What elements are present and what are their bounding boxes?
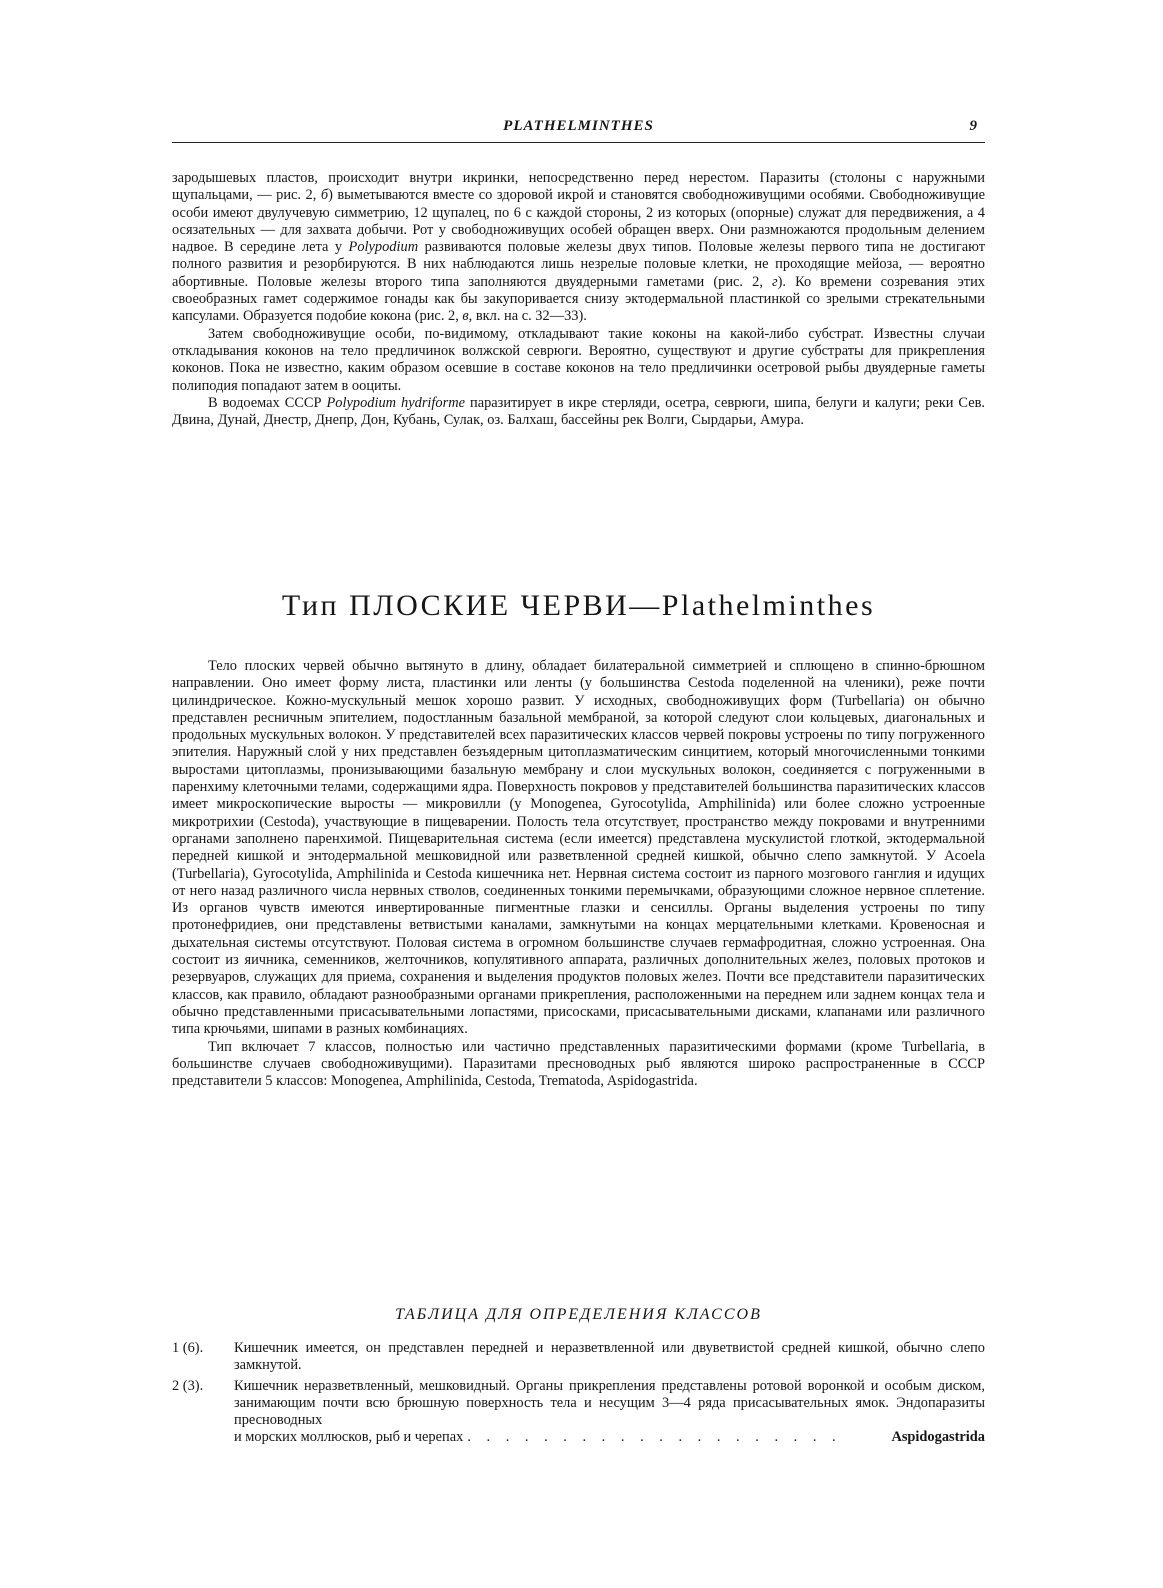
key-entry-text: Кишечник неразветвленный, мешковидный. Органы прикрепления представлены ротовой воронкой и особым диском, занимающим почти всю брюшную поверхность тела и несущим 3—4 ряда присасывательных ямок. Эндопаразиты пресноводных [234, 1377, 985, 1429]
text-run: ) выметываются вместе со здоровой икрой и становятся свободноживущими особями. Свободноживущие особи имеют двулучевую симметрию, 12 щупалец, по 6 с каждой стороны, 2 из которых (опорные) служат для передвижения, а 4 осязательных — для захвата добычи. Рот у свободноживущих особей обращен вверх. Они размножаются продольным делением надвое. В середине лета у [172, 187, 986, 256]
text-run: развиваются половые железы двух типов. Половые железы первого типа не достигают полного развития и резорбируются. В них наблюдаются лишь незрелые половые клетки, не проходящие мейоза, — вероятно абортивные. Половые железы второго типа заполняются двуядерными гаметами (рис. 2, [172, 239, 985, 290]
key-entry-leader-line [234, 1429, 985, 1446]
figure-ref: в [462, 308, 469, 325]
section-title: Тип ПЛОСКИЕ ЧЕРВИ—Plathelminthes [281, 589, 876, 622]
species-name: Polypodium hydriforme [326, 394, 465, 411]
dot-leader: . . . . . . . . . . . . . . . . . . . . [467, 1429, 842, 1446]
figure-ref: б [320, 187, 329, 204]
text-run: паразитирует в икре стерляди, осетра, севрюги, шипа, белуги и калуги; реки Сев. Двина, Дунай, Днестр, Днепр, Дон, Кубань, Сулак, оз. Балхаш, бассейны рек Волги, Сырдарьи, Амура. [172, 394, 985, 429]
running-head [172, 118, 985, 143]
key-entry [172, 1340, 985, 1375]
intro-paragraph-1 [172, 170, 985, 326]
page-number: 9 [969, 118, 977, 134]
key-entry-last-line: и морских моллюсков, рыб и черепах [234, 1429, 464, 1446]
section-text [172, 658, 985, 1090]
intro-text [172, 170, 985, 429]
figure-ref: г [772, 273, 778, 290]
section-paragraph-2: Тип включает 7 классов, полностью или частично представленных паразитическими формами (кроме Turbellaria, в большинстве случаев свободноживущими). Паразитами пресноводных рыб являются широко распространенные в СССР представители 5 классов: Monogenea, Amphilinida, Cestoda, Trematoda, Aspidogastrida. [172, 1038, 985, 1090]
text-run: В водоемах СССР [208, 394, 327, 411]
intro-paragraph-2: Затем свободноживущие особи, по-видимому, откладывают такие коконы на какой-либо субстрат. Известны случаи откладывания коконов на тело предличинок волжской севрюги. Вероятно, существуют и другие субстраты для прикрепления коконов. Пока не известно, каким образом осевшие в составе коконов на тело предличинки осетровой рыбы двуядерные гаметы полиподия попадают затем в ооциты. [172, 325, 985, 394]
identification-key [172, 1340, 985, 1450]
section-paragraph-1: Тело плоских червей обычно вытянуто в длину, обладает билатеральной симметрией и сплющено в спинно-брюшном направлении. Оно имеет форму листа, пластинки или ленты (у большинства Cestoda поделенной на членики), реже почти цилиндрическое. Кожно-мускульный мешок хорошо развит. У исходных, свободноживущих форм (Turbellaria) он обычно представлен ресничным эпителием, подостланным базальной мембраной, за которой следуют слои кольцевых, диагональных и продольных мускульных волокон. У представителей всех паразитических классов червей покровы устроены по типу погруженного эпителия. Наружный слой у них представлен безъядерным цитоплазматическим синцитием, который многочисленными тонкими выростами цитоплазмы, пронизывающими базальную мембрану и слои мускульных волокон, соединяется с погруженными в паренхиму клеточными телами, содержащими ядра. Поверхность покровов у представителей большинства паразитических классов имеет микроскопические выросты — микровилли (у Monogenea, Gyrocotylida, Amphilinida) или более сложно устроенные микротрихии (Cestoda), участвующие в пищеварении. Полость тела отсутствует, пространство между покровами и внутренними органами заполнено паренхимой. Пищеварительная система (если имеется) представлена мускулистой глоткой, эктодермальной передней кишкой и энтодермальной мешковидной или разветвленной средней кишкой, обычно слепо замкнутой. У Acoela (Turbellaria), Gyrocotylida, Amphilinida и Cestoda кишечника нет. Нервная система состоит из парного мозгового ганглия и идущих от него назад различного числа нервных стволов, соединенных тонкими перемычками, образующими сложное нервное сплетение. Из органов чувств имеются инвертированные пигментные глазки и сенсиллы. Органы выделения устроены по типу протонефридиев, они представлены ветвистыми каналами, замкнутыми на концах мерцательными клетками. Кровеносная и дыхательная системы отсутствуют. Половая система в огромном большинстве случаев гермафродитная, сложно устроенная. Она состоит из яичника, семенников, желточников, копулятивного аппарата, различных дополнительных желез, половых протоков и резервуаров, служащих для приема, сохранения и выделения продуктов половых желез. Почти все представители паразитических классов, как правило, обладают разнообразными органами прикрепления, расположенными на переднем или заднем концах тела и обычно представленными присасывательными лопастями, присосками, присасывательными дисками, клапанами или различного типа крючьями, шипами в разных комбинациях. [172, 658, 985, 1038]
key-entry [172, 1378, 985, 1447]
text-run: ). Ко времени созревания этих своеобразных гамет содержимое гонады как бы закупоривается снизу эктодермальной пластинкой со зрелыми стрекательными капсулами. Образуется подобие кокона (рис. 2, [172, 273, 985, 325]
key-entry-text: Кишечник имеется, он представлен передней и неразветвленной или двуветвистой средней кишкой, обычно слепо замкнутой. [234, 1340, 985, 1374]
key-entry-taxon: Aspidogastrida [891, 1429, 985, 1446]
key-entry-number: 1 (6). [172, 1340, 204, 1356]
key-title: ТАБЛИЦА ДЛЯ ОПРЕДЕЛЕНИЯ КЛАССОВ [395, 1306, 762, 1323]
text-run: , вкл. на с. 32—33). [468, 308, 587, 325]
text-run: зародышевых пластов, происходит внутри икринки, непосредственно перед нерестом. Паразиты (столоны с наружными щупальцами, — рис. 2, [172, 170, 985, 204]
key-entry-number: 2 (3). [172, 1377, 204, 1394]
genus-name: Polypodium [348, 239, 419, 256]
intro-paragraph-3 [172, 395, 985, 430]
running-title: PLATHELMINTHES [503, 118, 654, 134]
